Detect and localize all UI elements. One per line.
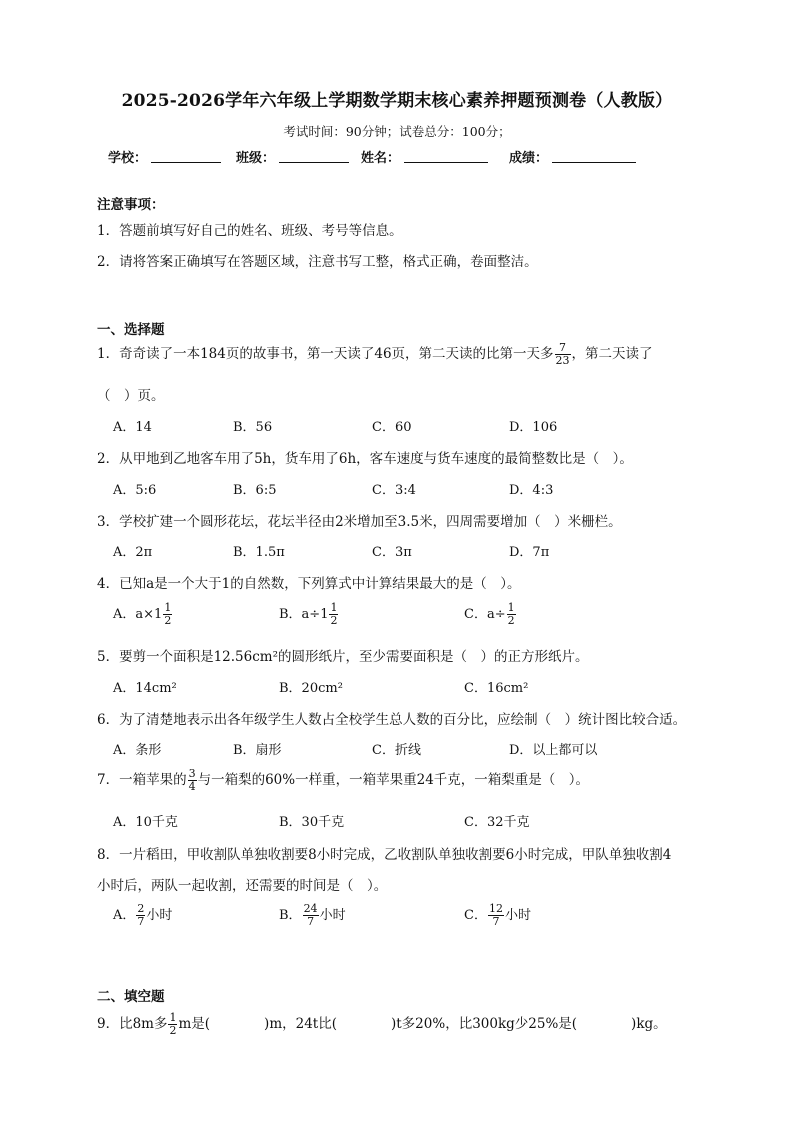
school-field[interactable]	[108, 147, 221, 166]
question-1	[97, 342, 653, 367]
q6-option-c[interactable]: C．折线	[372, 743, 421, 758]
q1-option-d[interactable]: D．106	[509, 420, 558, 435]
q3-option-c[interactable]: C．3π	[372, 545, 412, 560]
q1-fraction: $\frac{7}{23}$	[555, 341, 570, 367]
q2-option-d[interactable]: D．4:3	[509, 483, 554, 498]
score-field[interactable]	[509, 147, 636, 166]
name-blank[interactable]	[404, 149, 488, 163]
q7-option-a[interactable]: A．10千克	[113, 815, 178, 830]
q2-option-b[interactable]: B．6:5	[233, 483, 277, 498]
q1-option-b[interactable]: B．56	[233, 420, 273, 435]
q4-option-c[interactable]: C．a÷ $\frac{1}{2}$	[464, 601, 515, 627]
q1-text-b: ，第二天读了	[571, 346, 653, 362]
question-8-line-1: 8．一片稻田，甲收割队单独收割要8小时完成，乙收割队单独收割要6小时完成，甲队单独收割4	[97, 847, 672, 863]
q2-option-c[interactable]: C．3:4	[372, 483, 416, 498]
q4-option-b-fraction: $\frac{1}{2}$	[330, 601, 338, 627]
question-2: 2．从甲地到乙地客车用了5h，货车用了6h，客车速度与货车速度的最简整数比是（ ）。	[97, 451, 633, 467]
q1-option-a[interactable]: A．14	[113, 420, 152, 435]
exam-subtitle: 考试时间：90分钟；试卷总分：100分；	[283, 124, 511, 139]
class-label: 班级：	[236, 151, 276, 166]
q9-text-b[interactable]: m是( )m，24t比( )t多20%，比300kg少25%是( )kg。	[178, 1016, 667, 1032]
q7-text-b: 与一箱梨的60%一样重，一箱苹果重24千克，一箱梨重是（ ）。	[197, 772, 590, 788]
q8-option-b[interactable]: B． $\frac{24}{7}$ 小时	[279, 902, 346, 928]
q4-option-a[interactable]: A．a×1 $\frac{1}{2}$	[113, 601, 172, 627]
q9-text-a: 9．比8m多	[97, 1016, 168, 1032]
q8-option-b-fraction: $\frac{24}{7}$	[303, 902, 318, 928]
section-2-title: 二、填空题	[97, 989, 165, 1005]
q8-option-c-fraction: $\frac{12}{7}$	[488, 902, 503, 928]
question-7	[97, 768, 589, 793]
score-label: 成绩：	[509, 151, 549, 166]
q7-option-c[interactable]: C．32千克	[464, 815, 530, 830]
class-field[interactable]	[236, 147, 349, 166]
question-5: 5．要剪一个面积是12.56cm²的圆形纸片，至少需要面积是（ ）的正方形纸片。	[97, 649, 589, 665]
question-4: 4．已知a是一个大于1的自然数，下列算式中计算结果最大的是（ ）。	[97, 576, 521, 592]
q6-option-d[interactable]: D．以上都可以	[509, 743, 598, 758]
name-field[interactable]	[361, 147, 488, 166]
q6-option-b[interactable]: B．扇形	[233, 743, 282, 758]
school-blank[interactable]	[151, 149, 221, 163]
q1-text-c: （ ）页。	[97, 388, 165, 404]
q1-option-c[interactable]: C．60	[372, 420, 412, 435]
q7-fraction: $\frac{3}{4}$	[188, 767, 196, 793]
q4-option-b[interactable]: B．a÷1 $\frac{1}{2}$	[279, 601, 338, 627]
notes-heading: 注意事项：	[97, 197, 165, 213]
q4-option-c-fraction: $\frac{1}{2}$	[507, 601, 515, 627]
q6-option-a[interactable]: A．条形	[113, 743, 162, 758]
question-9	[97, 1012, 667, 1037]
q5-option-b[interactable]: B．20cm²	[279, 681, 343, 696]
class-blank[interactable]	[279, 149, 349, 163]
q1-text-a: 1．奇奇读了一本184页的故事书，第一天读了46页，第二天读的比第一天多	[97, 346, 554, 362]
score-blank[interactable]	[552, 149, 636, 163]
question-6: 6．为了清楚地表示出各年级学生人数占全校学生总人数的百分比，应绘制（ ）统计图比较合适。	[97, 712, 687, 728]
q7-text-a: 7．一箱苹果的	[97, 772, 187, 788]
q3-option-b[interactable]: B．1.5π	[233, 545, 285, 560]
q7-option-b[interactable]: B．30千克	[279, 815, 345, 830]
q9-fraction: $\frac{1}{2}$	[169, 1011, 177, 1037]
question-3: 3．学校扩建一个圆形花坛，花坛半径由2米增加至3.5米，四周需要增加（ ）米栅栏。	[97, 514, 622, 530]
q8-option-c[interactable]: C． $\frac{12}{7}$ 小时	[464, 902, 531, 928]
school-label: 学校：	[108, 151, 148, 166]
section-1-title: 一、选择题	[97, 322, 165, 338]
q3-option-a[interactable]: A．2π	[113, 545, 153, 560]
q5-option-a[interactable]: A．14cm²	[113, 681, 177, 696]
q2-option-a[interactable]: A．5:6	[113, 483, 157, 498]
q8-option-a[interactable]: A． $\frac{2}{7}$ 小时	[113, 902, 173, 928]
name-label: 姓名：	[361, 151, 401, 166]
q4-option-a-fraction: $\frac{1}{2}$	[164, 601, 172, 627]
q8-option-a-fraction: $\frac{2}{7}$	[137, 902, 145, 928]
exam-title: 2025-2026学年六年级上学期数学期末核心素养押题预测卷（人教版）	[121, 91, 673, 111]
q3-option-d[interactable]: D．7π	[509, 545, 550, 560]
note-item-2: 2．请将答案正确填写在答题区域，注意书写工整，格式正确，卷面整洁。	[97, 254, 538, 270]
note-item-1: 1．答题前填写好自己的姓名、班级、考号等信息。	[97, 223, 403, 239]
q5-option-c[interactable]: C．16cm²	[464, 681, 529, 696]
question-8-line-2: 小时后，两队一起收割，还需要的时间是（ ）。	[97, 878, 388, 894]
